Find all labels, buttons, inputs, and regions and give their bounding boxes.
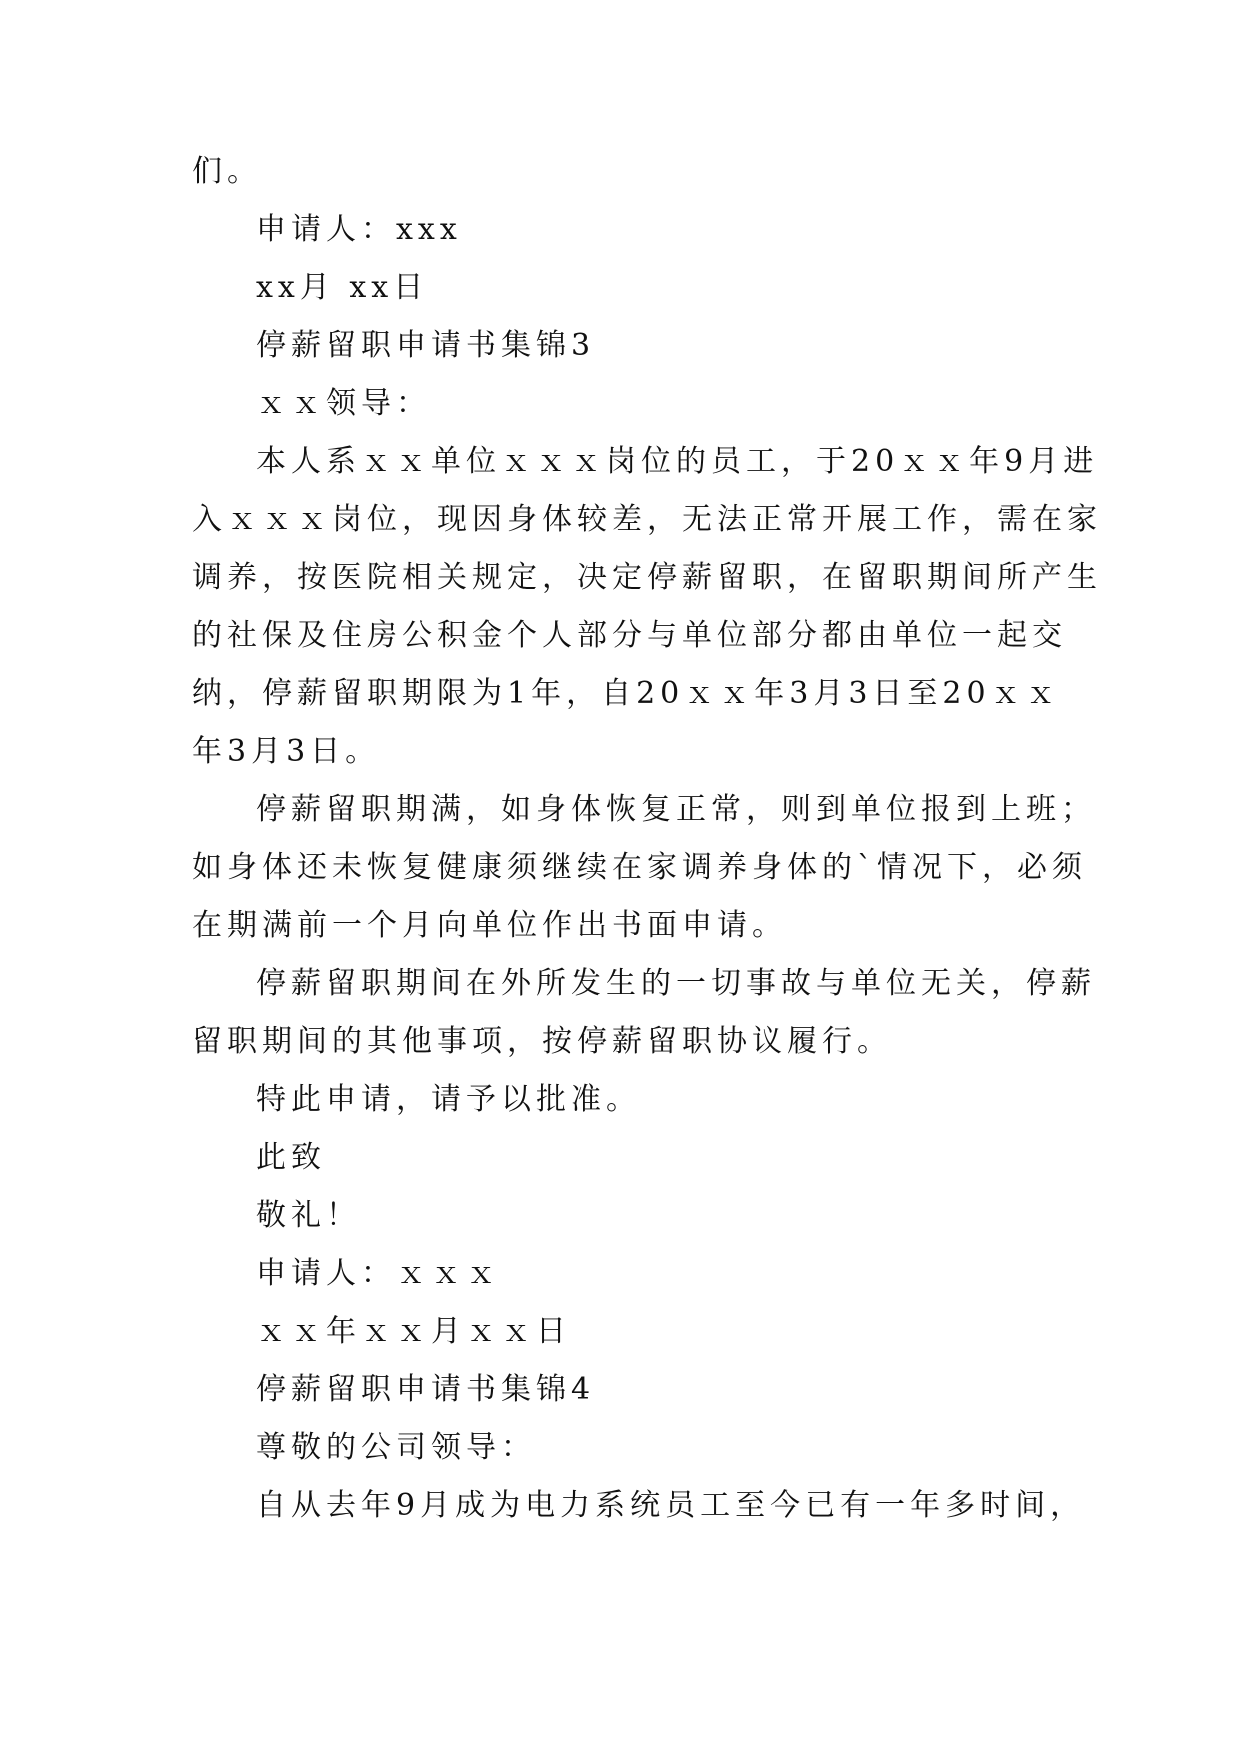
section-heading-3: 停薪留职申请书集锦3: [256, 328, 596, 363]
closing-line: 此致: [256, 1140, 326, 1175]
date-line: xx月 xx日: [256, 270, 429, 305]
body-text-line: 的社保及住房公积金个人部分与单位部分都由单位一起交: [192, 618, 1067, 653]
closing-request-line: 特此申请，请予以批准。: [256, 1082, 641, 1117]
body-text-line: 在期满前一个月向单位作出书面申请。: [192, 908, 787, 943]
closing-line: 敬礼！: [256, 1198, 361, 1233]
body-text-line: 纳，停薪留职期限为1年，自20ｘｘ年3月3日至20ｘｘ: [192, 676, 1061, 711]
section-heading-4: 停薪留职申请书集锦4: [256, 1372, 596, 1407]
paragraph-tail-line: 们。: [192, 154, 262, 189]
body-text-line: 停薪留职期间在外所发生的一切事故与单位无关，停薪: [256, 966, 1096, 1001]
salutation-line: 尊敬的公司领导：: [256, 1430, 536, 1465]
body-text-line: 停薪留职期满，如身体恢复正常，则到单位报到上班；: [256, 792, 1096, 827]
salutation-line: ｘｘ领导：: [256, 386, 431, 421]
body-text-line: 本人系ｘｘ单位ｘｘｘ岗位的员工，于20ｘｘ年9月进: [256, 444, 1099, 479]
body-text-line: 留职期间的其他事项，按停薪留职协议履行。: [192, 1024, 892, 1059]
date-line: ｘｘ年ｘｘ月ｘｘ日: [256, 1314, 571, 1349]
body-text-line: 调养，按医院相关规定，决定停薪留职，在留职期间所产生: [192, 560, 1102, 595]
body-text-line: 自从去年9月成为电力系统员工至今已有一年多时间，: [256, 1488, 1086, 1523]
body-text-line: 年3月3日。: [192, 734, 381, 769]
applicant-line: 申请人：xxx: [256, 212, 462, 247]
applicant-line: 申请人：ｘｘｘ: [256, 1256, 501, 1291]
body-text-line: 如身体还未恢复健康须继续在家调养身体的`情况下，必须: [192, 850, 1087, 885]
body-text-line: 入ｘｘｘ岗位，现因身体较差，无法正常开展工作，需在家: [192, 502, 1102, 537]
